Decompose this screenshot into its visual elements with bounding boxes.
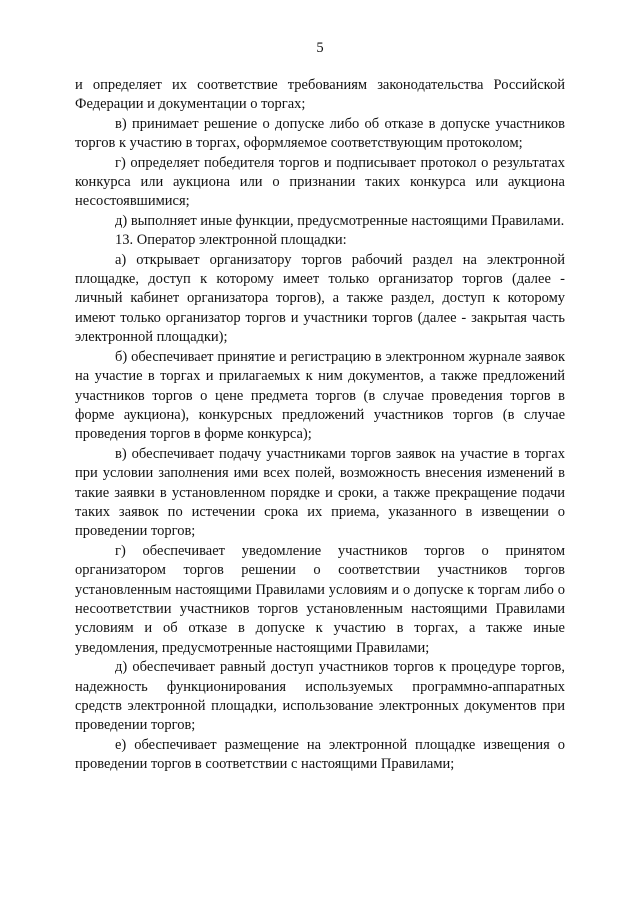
- paragraph-item-g-winner: г) определяет победителя торгов и подписывает протокол о результатах конкурса или аукциона или о признании таких конкурса или аукциона несостоявшимися;: [75, 154, 565, 210]
- document-body: [75, 76, 565, 775]
- paragraph-item-e-publication: е) обеспечивает размещение на электронной площадке извещения о проведении торгов в соответствии с настоящими Правилами;: [75, 736, 565, 773]
- paragraph-item-g-notification: г) обеспечивает уведомление участников торгов о принятом организатором торгов решении о соответствии участников торгов установленным настоящими Правилами условиям и о допуске к торгам либо о несоответствии участников торгов установленным настоящими Правилами условиям и об отказе в допуске к участию в торгах, а также иные уведомления, предусмотренные настоящими Правилами;: [75, 542, 565, 656]
- paragraph-item-d-other-functions: д) выполняет иные функции, предусмотренные настоящими Правилами.: [115, 212, 565, 229]
- paragraph-item-v-decision: в) принимает решение о допуске либо об отказе в допуске участников торгов к участию в торгах, оформляемое соответствующим протоколом;: [75, 115, 565, 152]
- paragraph-item-a-workspace: а) открывает организатору торгов рабочий раздел на электронной площадке, доступ к которому имеет только организатор торгов (далее - личный кабинет организатора торгов), а также раздел, доступ к которому имеют только организатор торгов и участники торгов (далее - закрытая часть электронной площадки);: [75, 251, 565, 346]
- paragraph-item-v-submission: в) обеспечивает подачу участниками торгов заявок на участие в торгах при условии заполнения ими всех полей, возможность внесения изменений в такие заявки в установленном порядке и сроки, а также прекращение подачи таких заявок по истечении срока их приема, указанного в извещении о проведении торгов;: [75, 445, 565, 540]
- page-number: 5: [316, 40, 324, 56]
- paragraph-section-13: 13. Оператор электронной площадки:: [115, 232, 347, 249]
- paragraph-continuation: и определяет их соответствие требованиям законодательства Российской Федерации и документации о торгах;: [75, 77, 565, 113]
- paragraph-item-b-registration: б) обеспечивает принятие и регистрацию в электронном журнале заявок на участие в торгах и прилагаемых к ним документов, а также предложений участников торгов о цене предмета торгов (в случае проведения торгов в форме аукциона), конкурсных предложений участников торгов (в случае проведения торгов в форме конкурса);: [75, 348, 565, 443]
- paragraph-item-d-equal-access: д) обеспечивает равный доступ участников торгов к процедуре торгов, надежность функционирования используемых программно-аппаратных средств электронной площадки, использование электронных документов при проведении торгов;: [75, 659, 565, 734]
